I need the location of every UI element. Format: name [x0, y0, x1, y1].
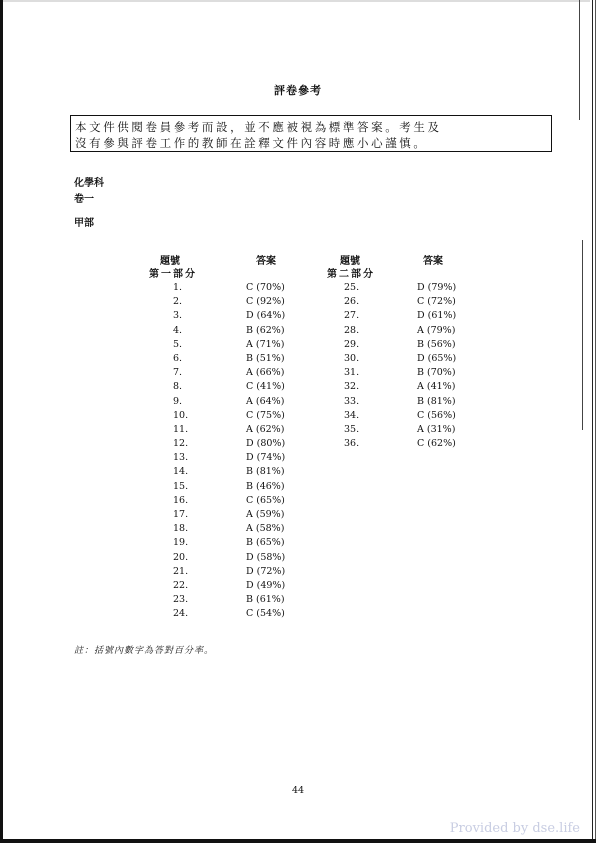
- question-number: 24.: [173, 608, 189, 620]
- answer-cell: B (46%): [246, 480, 285, 492]
- answer-cell: A (59%): [246, 509, 285, 520]
- answer-cell: D (61%): [417, 310, 457, 322]
- question-number: 36.: [344, 438, 360, 450]
- answer-cell: A (71%): [246, 338, 285, 350]
- answer-cell: A (64%): [246, 395, 285, 407]
- question-number: 9.: [173, 395, 183, 407]
- part2-label: 第二部分: [327, 269, 375, 280]
- part1-answer-header: 答案: [256, 256, 276, 267]
- question-number: 33.: [344, 395, 360, 407]
- answer-cell: B (81%): [246, 466, 285, 478]
- question-number: 18.: [173, 523, 189, 535]
- answer-cell: D (72%): [246, 565, 286, 577]
- answer-cell: A (62%): [246, 423, 285, 435]
- answer-cell: D (49%): [246, 579, 286, 591]
- question-number: 31.: [344, 367, 360, 379]
- answer-cell: B (70%): [417, 367, 456, 379]
- answer-cell: C (62%): [417, 438, 456, 450]
- question-number: 29.: [344, 338, 360, 350]
- scan-artifact-line: [579, 0, 580, 120]
- question-number: 21.: [173, 565, 189, 577]
- question-number: 16.: [173, 494, 189, 506]
- page-title: 評卷參考: [274, 84, 322, 97]
- answer-cell: C (72%): [417, 296, 456, 308]
- part1-question-header: 題號: [160, 256, 180, 267]
- answer-cell: C (70%): [246, 282, 285, 293]
- question-number: 14.: [173, 466, 189, 478]
- disclaimer-box: [70, 115, 552, 152]
- section-label: 甲部: [74, 218, 94, 229]
- answer-cell: C (75%): [246, 409, 285, 421]
- answer-cell: B (65%): [246, 537, 285, 549]
- question-number: 17.: [173, 509, 189, 520]
- part2-question-list: [344, 281, 359, 451]
- question-number: 26.: [344, 296, 360, 308]
- question-number: 30.: [344, 352, 360, 364]
- part1-answer-list: [246, 281, 285, 622]
- question-number: 8.: [173, 381, 183, 393]
- question-number: 13.: [173, 452, 189, 464]
- question-number: 27.: [344, 310, 360, 322]
- subject-label: 化學科: [74, 178, 104, 189]
- question-number: 19.: [173, 537, 189, 549]
- question-number: 35.: [344, 423, 360, 435]
- paper-label: 卷一: [74, 194, 94, 205]
- question-number: 20.: [173, 551, 189, 563]
- answer-cell: C (65%): [246, 494, 285, 506]
- question-number: 12.: [173, 438, 189, 450]
- question-number: 3.: [173, 310, 183, 322]
- question-number: 4.: [173, 324, 183, 336]
- question-number: 10.: [173, 409, 189, 421]
- answer-cell: C (54%): [246, 608, 285, 620]
- answer-cell: A (66%): [246, 367, 285, 379]
- part2-answer-header: 答案: [423, 256, 443, 267]
- answer-cell: D (58%): [246, 551, 286, 563]
- scan-artifact-line: [582, 240, 583, 430]
- answer-cell: A (41%): [417, 381, 456, 393]
- scan-edge-left: [0, 0, 3, 843]
- question-number: 1.: [173, 282, 183, 293]
- question-number: 6.: [173, 352, 183, 364]
- answer-cell: C (92%): [246, 296, 285, 308]
- answer-cell: D (74%): [246, 452, 286, 464]
- question-number: 23.: [173, 594, 189, 606]
- question-number: 5.: [173, 338, 183, 350]
- part1-question-list: [173, 281, 188, 622]
- scan-edge-top: [0, 0, 596, 2]
- question-number: 25.: [344, 282, 360, 293]
- answer-cell: A (79%): [417, 324, 456, 336]
- footnote: 註：括號內數字為答對百分率。: [74, 646, 215, 656]
- scan-edge-right: [590, 0, 596, 843]
- answer-cell: A (31%): [417, 423, 456, 435]
- disclaimer-line-2: 沒有參與評卷工作的教師在詮釋文件內容時應小心謹慎。: [75, 136, 428, 150]
- answer-cell: C (41%): [246, 381, 285, 393]
- question-number: 22.: [173, 579, 189, 591]
- answer-cell: B (61%): [246, 594, 285, 606]
- scan-edge-bottom: [0, 839, 596, 843]
- question-number: 32.: [344, 381, 360, 393]
- answer-cell: B (81%): [417, 395, 456, 407]
- answer-cell: B (62%): [246, 324, 285, 336]
- answer-cell: A (58%): [246, 523, 285, 535]
- answer-cell: C (56%): [417, 409, 456, 421]
- answer-cell: D (80%): [246, 438, 286, 450]
- part1-label: 第一部分: [149, 269, 197, 280]
- answer-cell: D (64%): [246, 310, 286, 322]
- disclaimer-line-1: 本文件供閱卷員參考而設，並不應被視為標準答案。考生及: [75, 120, 442, 134]
- question-number: 15.: [173, 480, 189, 492]
- part2-question-header: 題號: [340, 256, 360, 267]
- question-number: 28.: [344, 324, 360, 336]
- question-number: 2.: [173, 296, 183, 308]
- answer-cell: B (51%): [246, 352, 285, 364]
- answer-cell: B (56%): [417, 338, 456, 350]
- watermark-text: Provided by dse.life: [449, 821, 580, 836]
- question-number: 11.: [173, 423, 189, 435]
- answer-cell: D (65%): [417, 352, 457, 364]
- part2-answer-list: [417, 281, 456, 451]
- question-number: 7.: [173, 367, 183, 379]
- answer-cell: D (79%): [417, 282, 457, 293]
- page-number: 44: [291, 785, 305, 796]
- question-number: 34.: [344, 409, 360, 421]
